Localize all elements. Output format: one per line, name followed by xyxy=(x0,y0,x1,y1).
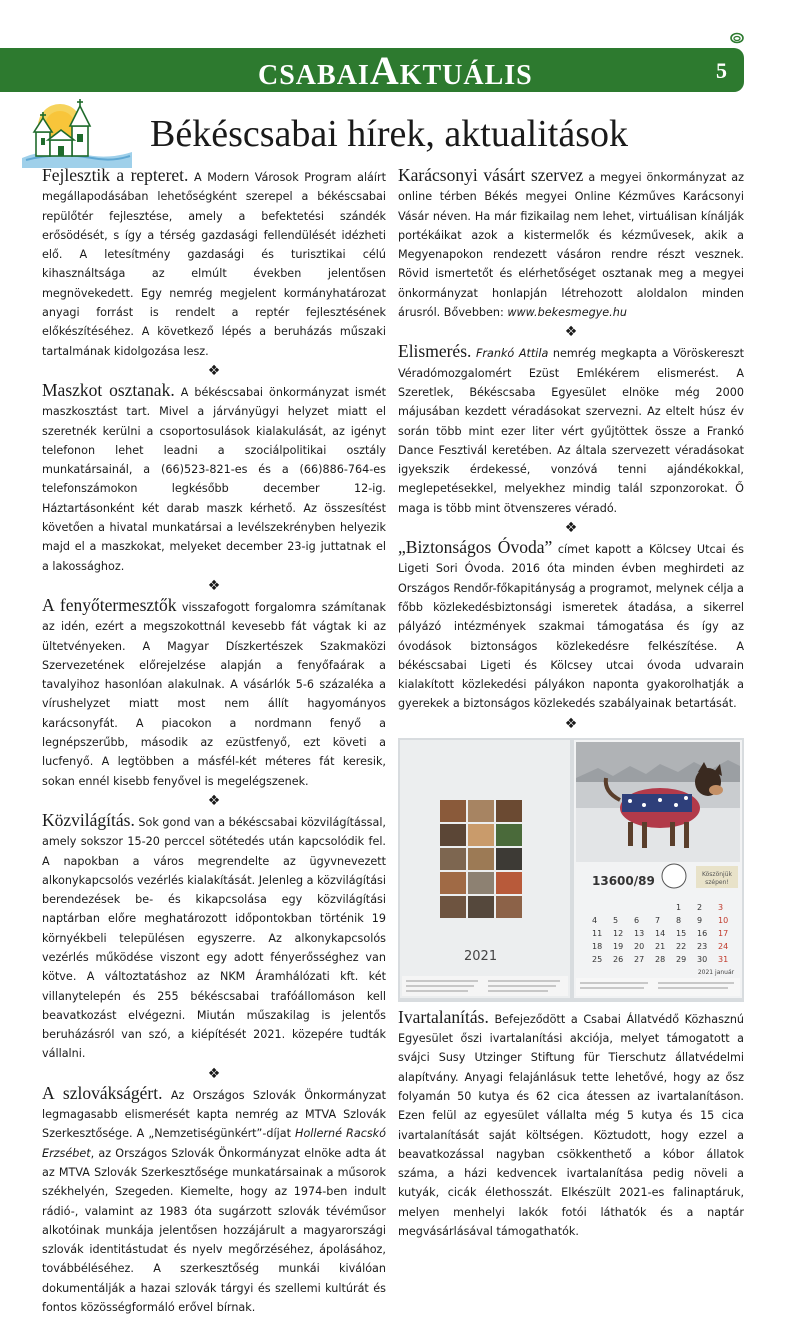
calendar-photo-graphic xyxy=(398,738,744,1002)
calendar-day: 1 xyxy=(676,902,682,912)
article-title: Karácsonyi vásárt szervez xyxy=(398,165,584,185)
calendar-day: 24 xyxy=(718,941,729,951)
article-neutering xyxy=(398,1008,744,1242)
calendar-day: 29 xyxy=(676,954,687,964)
article-title: A szlovákságért. xyxy=(42,1082,163,1103)
separator-ornament: ❖ xyxy=(207,362,221,379)
article-recognition xyxy=(398,342,744,518)
article-title: Fejlesztik a repteret. xyxy=(42,165,189,185)
awardee-name: Hollerné Racskó Erzsébet xyxy=(42,1127,386,1160)
article-airport xyxy=(42,166,386,361)
calendar-day: 11 xyxy=(592,928,603,938)
article-body: , az Országos Szlovák Önkormányzat elnöke adta át az MTVA Szlovák Szerkesztősége munkatársainak a műsorok székhelyén, Szegeden. Kiemelte, hogy az 1974-ben indult rádió-, valamint az 1983 óta sugárzott szlovák tévéműsor alkotóinak munkája jelentősen hozzájárult a magyarországi szlovák identitástudat és nyelv megőrzéséhez, ápolásához, továbbéléséhez. A szerkesztőség munkái kiválóan dokumentálják a hazai szlovák tárgyi és szellemi kultúrát és fontos közösségformáló erővel bírnak. xyxy=(42,1146,386,1315)
calendar-day: 16 xyxy=(697,928,708,938)
separator-ornament: ❖ xyxy=(207,577,221,594)
calendar-day: 31 xyxy=(718,954,729,964)
calendar-day: 23 xyxy=(697,941,708,951)
article-fir-trees xyxy=(42,596,386,791)
separator-ornament: ❖ xyxy=(564,324,578,341)
article-body: a megyei önkormányzat az online térben Békés megyei Online Kézműves Karácsonyi Vásár néven. Ha már fizikailag nem lehet, virtuálisan kínálják portékáikat azok a kistermelők és kézművesek, akik a Megyenapokon rendezett vásáron rendre részt vesznek. Rövid ismertetőt és elérhetőséget osztanak meg a megyei önkormányzat honlapján létrehozott aloldalon minden árusról. Bővebben: xyxy=(398,171,744,320)
calendar-day: 4 xyxy=(592,915,598,925)
calendar-day: 27 xyxy=(634,954,645,964)
calendar-day: 19 xyxy=(613,941,624,951)
separator-ornament: ❖ xyxy=(207,1065,221,1082)
calendar-day: 13 xyxy=(634,928,645,938)
shelter-logo-icon xyxy=(662,864,686,888)
calendar-day: 15 xyxy=(676,928,687,938)
calendar-year: 2021 xyxy=(464,948,498,964)
article-body: Befejeződött a Csabai Állatvédő Közhasznú Egyesület őszi ivartalanítási akciója, melyet támogatott a svájci Susy Utzinger Stiftung für Tierschutz állatvédelmi alapítvány. Anyagi felajánlásuk tette lehetővé, hogy az ősz folyamán 50 kutya és 62 cica átessen az ivartalanításon. Ezen felül az egyesület vállalta még 5 kutya és 15 cica ivartalanítását saját költségen. Köztudott, hogy ezzel a beavatkozással nagyban csökkenthető a kóbor állatok száma, a házi kedvencek ivartalanítása pedig növeli a kutyák, cicák élethosszát. Elkészült 2021-es falinaptáruk, melyen menhelyi lakók fotói láthatók és a naptár megvásárlásával támogathatók. xyxy=(398,1012,744,1238)
article-body: visszafogott forgalomra számítanak az idén, ezért a megszokottnál kevesebb fát vágtak ki az ültetvényeken. A Magyar Díszkertészek Szakmaközi Szervezetének előrejelzése alapján a fenyőfaárak a tavalyihoz hasonlóan alakulnak. A vásárlók 5-6 százaléka a vírushelyzet miatt most nem állít hagyományos karácsonyfát. A piacokon a nordmann fenyő a legnépszerűbb, második az ezüstfenyő, ezt követi a lucfenyő. A legtöbben a másfél-két méteres fát keresik, sokan ennél kisebb fenyővel is megelégszenek. xyxy=(42,600,386,788)
separator-ornament: ❖ xyxy=(207,792,221,809)
calendar-day: 17 xyxy=(718,928,729,938)
article-body: Az Országos Szlovák Önkormányzat legmagasabb elismerését kapta nemrég az MTVA Szlovák Szerkesztősége. A „Nemzetiségünkért”-díjat xyxy=(42,1088,386,1141)
swirl-icon xyxy=(730,32,744,44)
calendar-day: 9 xyxy=(697,915,703,925)
calendar-day: 22 xyxy=(676,941,687,951)
calendar-day: 10 xyxy=(718,915,729,925)
article-body: A Modern Városok Program aláírt megállapodásában lehetőségként szerepel a békéscsabai repülőtér fejlesztése, amely a befektetési szándék erősödését, s így a térség gazdasági fellendülését idézheti elő. A letesítmény gazdasági és turisztikai célú kihasználtsága az elmúlt években jelentősen megnövekedett. Egy nemrég megjelent kormányhatározat anyagi forrást is rendelt a reptér fejlesztésének előkészítéséhez. A következő lépés a beruházás műszaki tartalmának kidolgozása lesz. xyxy=(42,171,386,358)
article-title: Maszkot osztanak. xyxy=(42,379,175,400)
article-body: címet kapott a Kölcsey Utcai és Ligeti Sori Óvoda. 2016 óta minden évben meghirdeti az Országos Rendőr-főkapitányság a programot, melynek célja a főbb közlekedésbiztonsági ismeretek átadása, a sikerrel pályázó intézmények szakmai támogatása és így az óvodások biztonságos közlekedésre felkészítése. A békéscsabai Ligeti és Kölcsey utcai óvoda udvarain kialakított közlekedési pályákon naponta gyakorolhatják a gyerekek a biztonságos közlekedés szabályainak betartását. xyxy=(398,543,744,711)
separator-ornament: ❖ xyxy=(564,520,578,537)
page-number: 5 xyxy=(716,58,727,83)
website-link[interactable]: www.bekesmegye.hu xyxy=(507,306,627,320)
masthead xyxy=(258,48,533,93)
calendar-day: 25 xyxy=(592,954,603,964)
calendar-day: 26 xyxy=(613,954,624,964)
article-title: Közvilágítás. xyxy=(42,809,135,830)
calendar-day: 3 xyxy=(718,902,724,912)
church-logo-icon xyxy=(22,96,132,168)
calendar-day: 5 xyxy=(613,915,619,925)
calendar-photo xyxy=(398,738,744,1002)
separator-ornament: ❖ xyxy=(564,715,578,732)
masthead-prefix: CSABAI xyxy=(258,60,370,91)
article-title: A fenyőtermesztők xyxy=(42,594,177,615)
calendar-day: 7 xyxy=(655,915,661,925)
pet-photo-grid xyxy=(440,800,522,918)
calendar-day: 20 xyxy=(634,941,645,951)
donation-number: 13600/89 xyxy=(592,873,655,888)
article-christmas-fair xyxy=(398,166,744,322)
calendar-day: 18 xyxy=(592,941,603,951)
article-safe-kindergarten xyxy=(398,538,744,714)
thanks-text: Köszönjük xyxy=(702,870,732,878)
calendar-day: 21 xyxy=(655,941,666,951)
article-masks xyxy=(42,381,386,576)
calendar-day: 14 xyxy=(655,928,666,938)
masthead-rest: KTUÁLIS xyxy=(399,60,533,91)
article-slovak xyxy=(42,1084,386,1317)
article-title: Ivartalanítás. xyxy=(398,1006,489,1027)
calendar-month-label: 2021 január xyxy=(697,968,735,976)
calendar-day: 30 xyxy=(697,954,708,964)
calendar-day: 28 xyxy=(655,954,666,964)
left-column xyxy=(42,166,386,1317)
calendar-day: 2 xyxy=(697,902,703,912)
right-column xyxy=(398,166,744,1241)
article-body: Sok gond van a békéscsabai közvilágítással, amely sokszor 15-20 perccel sötétedés után kapcsolódik fel. A napokban a város megrendelte az ügyvnevezett alkonykapcsolós vezérlés kialakítását. Jelenleg a közvilágítási berendezések be- és kikapcsolása egy közvilágítási naptárban előre meghatározott időpontokban történik 19 környékbeli településen egyszerre. Az alkonykapcsolós vezérlés működése viszont egy adott fényerősséghez van kötve. A változtatáshoz az NKM Áramhálózati kft. két villanytelepén és 255 békéscsabai trafóállomáson kell beavatkozást elvégezni. Miután műszakilag is jelentős beruházásról van szó, a kiépítését 2021. közepére tudták vállalni. xyxy=(42,815,386,1061)
article-body: A békéscsabai önkormányzat ismét maszkosztást tart. Mivel a járványügyi helyzet miatt el szeretnék kerülni a csoportosulások kialakulását, az igényt telefonon lehet leadni a szociálpolitikai osztály munkatársainál, a (66)523-821-es és a (66)886-764-es telefonszámokon legkésőbb december 12-ig. Háztartásonként két darab maszk kérhető. Az összesítést követően a hivatal munkatársai a levélszekrényben helyezik majd el a maszkokat, melyeket december 23-ig juttatnak el a lakossághoz. xyxy=(42,385,387,573)
article-title: Elismerés. xyxy=(398,341,472,362)
calendar-day: 12 xyxy=(613,928,624,938)
article-street-lighting xyxy=(42,811,386,1064)
page-headline: Békéscsabai hírek, aktualitások xyxy=(150,113,629,155)
masthead-initial: A xyxy=(369,48,400,93)
article-body: nemrég megkapta a Vöröskereszt Véradómozgalomért Ezüst Emlékérem elismerést. A Szeretlek, Békéscsaba Egyesület elnöke még 2000 májusában kezdett véradásokat szervezni. Az eltelt húsz év során több mint ezer liter vért gyűjtöttek össze a Frankó Dance Fesztivál keretében. Az általa szervezett véradásokat igyekszik érdekessé, vonzóvá tenni ajándékokkal, meglepetésekkel, melyekhez mindig talál szponzorokat. Ő maga is több mint ötvenszeres véradó. xyxy=(398,347,744,515)
article-title: „Biztonságos Óvoda” xyxy=(398,537,553,558)
recipient-name: Frankó Attila xyxy=(475,347,549,361)
calendar-day: 8 xyxy=(676,915,682,925)
calendar-day: 6 xyxy=(634,915,640,925)
thanks-text-2: szépen! xyxy=(705,878,729,886)
